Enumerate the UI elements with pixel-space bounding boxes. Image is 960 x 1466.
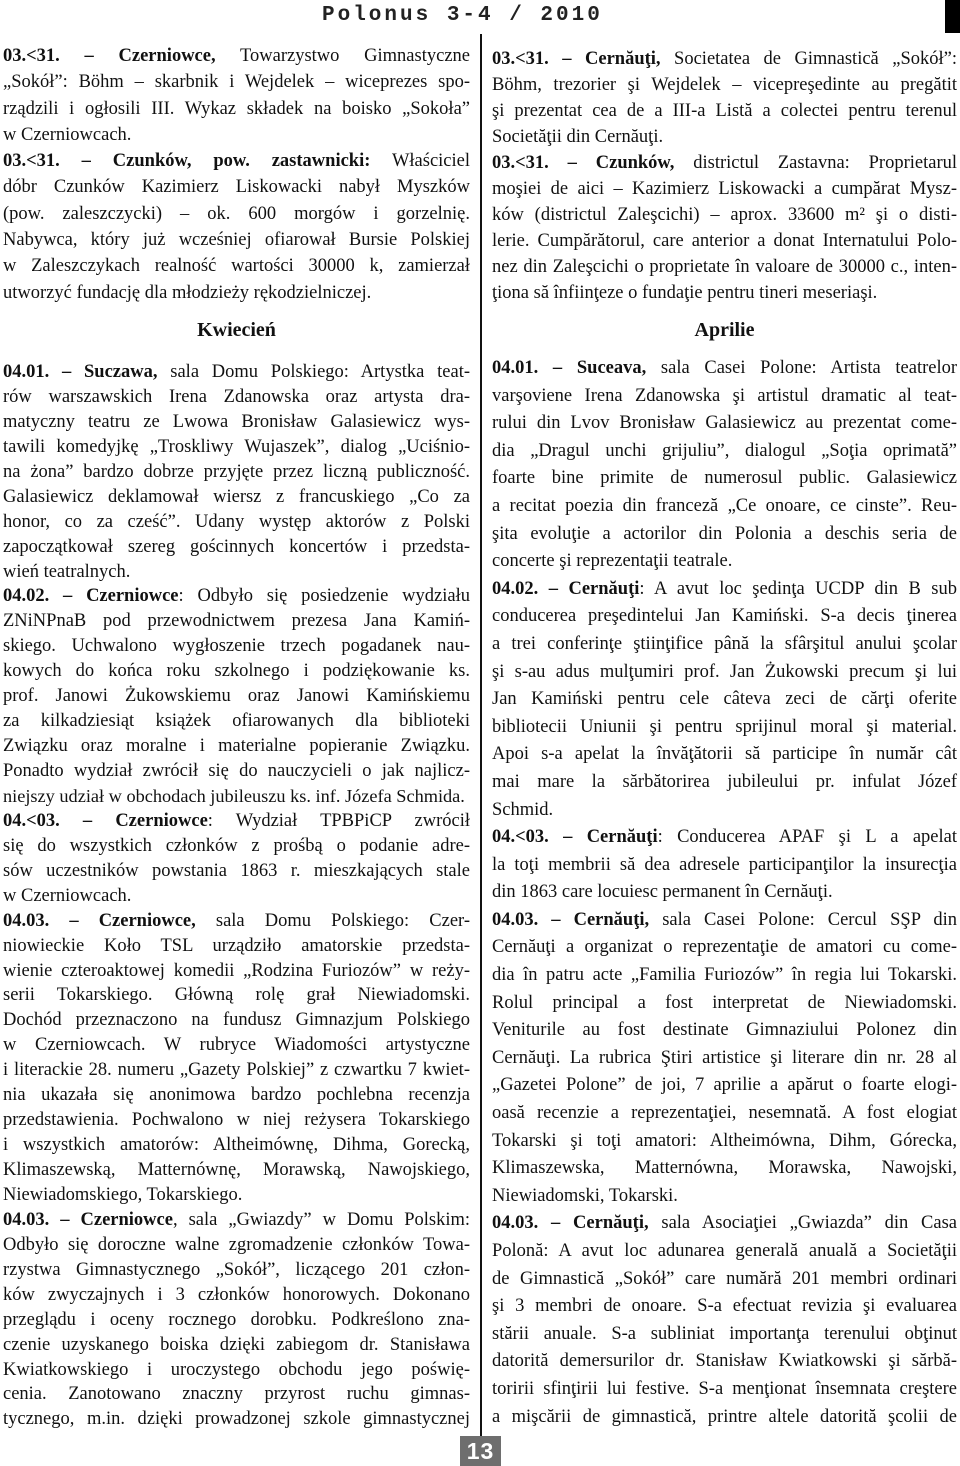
text-line: Kwiatkowskiego i uroczystego obchodu jego poświę- [3, 1359, 470, 1380]
paragraph [3, 584, 470, 808]
text-line: w Czerniowcach. W rubryce Wiadomości artystyczne [3, 1035, 470, 1056]
text-line: la toţi membrii să dea adresele participanţilor la insurecţia [492, 854, 957, 875]
text-line [3, 584, 470, 609]
text-line: serii Tokarskiego. Główną rolę grał Niewiadomski. [3, 985, 470, 1006]
text-line: oasă recenzie a reprezentaţiei, nesemnată. A fost elogiat [492, 1103, 957, 1124]
text-line: şi s-au adus mulţumiri prof. Jan Żukowski precum şi lui [492, 661, 957, 682]
entry-text: : Odbyło się posiedzenie wydziału [178, 586, 470, 607]
text-line: Ponadto wydział zwrócił się do nauczycieli o jak najlicz- [3, 761, 470, 781]
text-line: Nabywca, który już wcześniej ofiarował Bursie Polskiej [3, 230, 470, 251]
paragraph [3, 1208, 470, 1432]
romanian-column-april-entries [492, 355, 957, 1431]
entry-text: Towarzystwo Gimnastyczne [215, 46, 470, 66]
text-line: wień teatralnych. [3, 561, 131, 582]
text-line: Apoi s-a apelat la învăţătorii să participe în număr cât [492, 744, 957, 765]
paragraph [3, 909, 470, 1208]
entry-text: : Wydział TPBPiCP zwrócił [207, 810, 470, 831]
text-line [492, 1210, 957, 1238]
text-line [492, 150, 957, 176]
text-line: nia ukazała się anonimowa bardzo pochlebna recenzja [3, 1085, 470, 1106]
paragraph [492, 824, 957, 907]
text-line [3, 43, 470, 69]
text-line: ków (districtul Zaleşcichi) – aprox. 33600 m² şi o disti- [492, 205, 957, 225]
text-line: ţiona să înfiinţeze o fundaţie pentru tineri meseriaşi. [492, 283, 878, 303]
text-line: conducerea preşedintelui Jan Kamiński. S-a decis ţinerea [492, 606, 957, 627]
text-line: moşiei de aici – Kazimierz Liskowacki a cumpărat Mysz- [492, 179, 957, 199]
text-line: czenie uzyskanego boiska dzięki zabiegom dr. Stanisława [3, 1334, 470, 1355]
entry-text: Societatea de Gimnastică „Sokół”: [660, 49, 957, 69]
text-line: de Gimnastică „Sokół” care numără 201 membri ordinari [492, 1268, 957, 1289]
text-line: na żona” bardzo dobrze przyjęte przez liczną publiczność. [3, 461, 470, 482]
text-line: przeglądu i oceny rocznego dorobku. Podkreślono zna- [3, 1309, 470, 1330]
text-line [492, 355, 957, 383]
entry-date-place: 04.<03. – Czerniowce [3, 810, 208, 831]
text-line: concerte şi reprezentaţii teatrale. [492, 551, 733, 572]
entry-date-place: 04.03. – Cernăuţi, [492, 909, 650, 930]
entry-text: sala Casei Polone: Artista teatrelor [646, 358, 958, 378]
text-line: Rolul principal a fost interpretat de Niewiadomski. [492, 992, 957, 1013]
text-line: honor, co za cześć”. Udany występ aktorów z Polski [3, 511, 470, 532]
text-line: Klimaszewską, Matternównę, Morawską, Nawojskiego, [3, 1160, 470, 1180]
polish-column-march-entries [3, 43, 470, 306]
text-line: matyczny teatru ze Lwowa Bronisław Galasiewicz wys- [3, 411, 470, 432]
text-line [492, 576, 957, 604]
entry-date-place: 04.03. – Czerniowce [3, 1209, 173, 1230]
text-line [492, 46, 957, 72]
text-line: niejszy udział w obchodach jubileuszu ks. inf. Józefa Schmida. [3, 785, 465, 806]
text-line: rządzili i ogłosili III. Wykaz składek na boisko „Sokoła” [3, 98, 470, 119]
entry-date-place: 04.<03. – Cernăuţi [492, 827, 658, 848]
text-line: Klimaszewska, Matternówna, Morawska, Nawojski, [492, 1158, 957, 1179]
text-line: sów uczestników powstania 1863 r. mieszkających stale [3, 860, 470, 881]
text-line: prof. Janowi Żukowskiemu oraz Janowi Kamińskiemu [3, 686, 470, 707]
text-line: zapoczątkował szereg gościnnych koncertów i przedsta- [3, 536, 470, 557]
text-line: i literackie 28. numeru „Gazety Polskiej” z czwartku 7 kwiet- [3, 1060, 470, 1081]
text-line: przedstawienia. Pochwalono w niej reżysera Tokarskiego [3, 1110, 470, 1131]
text-line: rului din Lvov Bronisław Galasiewicz au prezentat come- [492, 413, 957, 434]
text-line: cenia. Zanotowano znaczny przyrost ruchu gimnas- [3, 1384, 470, 1405]
paragraph [3, 809, 470, 909]
text-line: a mişcării de gimnastică, printre altele datorită şcolii de [492, 1406, 957, 1427]
entry-date-place: 04.01. – Suceava, [492, 358, 647, 378]
text-line: za kilkadziesiąt książek ofiarowanych dla biblioteki [3, 711, 470, 732]
text-line: w Czerniowcach. [3, 885, 132, 906]
entry-text: Właściciel [370, 151, 471, 172]
text-line: dia în patru acte „Familia Furiozów” în regia lui Tokarski. [492, 965, 957, 986]
text-line: ZNiNPnaB pod przewodnictwem prezesa Jana Kamiń- [3, 611, 470, 632]
entry-text: sala Casei Polone: Cercul SŞP din [649, 909, 957, 930]
text-line: niowieckie Koło TSL urządziło amatorskie przedsta- [3, 935, 470, 956]
entry-date-place: 03.<31. – Czerniowce, [3, 46, 216, 66]
paragraph [492, 46, 957, 150]
text-line: w Zaleszczykach realność wartości 30000 k, zamierzał [3, 256, 470, 277]
entry-text: : A avut loc şedinţa UCDP din B sub [639, 578, 957, 599]
magazine-header-title: Polonus 3-4 / 2010 [322, 4, 603, 27]
text-line: mai mare la sărbătorirea jubileului pr. infulat Józef [492, 771, 957, 792]
text-line: (pow. zaleszczycki) – ok. 600 morgów i gorzelnię. [3, 203, 470, 224]
entry-text: sala Domu Polskiego: Czer- [195, 910, 470, 931]
paragraph [492, 150, 957, 306]
entry-text: sala Asociaţiei „Gwiazda” din Casa [648, 1213, 957, 1234]
page-number: 13 [460, 1436, 501, 1466]
entry-text: districtul Zastavna: Proprietarul [674, 153, 958, 173]
text-line [3, 360, 470, 385]
text-line [492, 907, 957, 935]
paragraph [492, 576, 957, 824]
entry-text: sala Domu Polskiego: Artystka teat- [157, 362, 470, 382]
text-line [492, 824, 957, 852]
entry-date-place: 03.<31. – Czunków, pow. zastawnicki: [3, 151, 371, 172]
column-divider [480, 34, 482, 1436]
text-line: wienie czteroaktowej komedii „Rodzina Furiozów” w reży- [3, 960, 470, 981]
entry-date-place: 04.03. – Czerniowce, [3, 910, 196, 931]
text-line: bibliotecii Uniunii şi pentru sprijinul moral şi material. [492, 716, 957, 737]
paragraph [492, 355, 957, 576]
text-line [3, 809, 470, 834]
paragraph [492, 907, 957, 1211]
paragraph [3, 360, 470, 584]
text-line: Związku oraz moralne i materialne popieranie Związku. [3, 736, 470, 757]
text-line [3, 909, 470, 934]
corner-tab-mark [945, 0, 960, 33]
romanian-month-heading: Aprilie [694, 319, 755, 341]
entry-text: , sala „Gwiazdy” w Domu Polskim: [172, 1209, 470, 1230]
text-line [3, 1208, 470, 1233]
text-line: din 1863 care locuiesc permanent în Cernăuţi. [492, 882, 833, 903]
text-line: foarte bine primite de numerosul public. Galasiewicz [492, 468, 957, 489]
text-line: toririi sfinţirii lui festive. S-a menţionat însemnata creştere [492, 1378, 957, 1399]
entry-date-place: 04.01. – Suczawa, [3, 362, 158, 382]
text-line: şi 3 membri de onoare. S-a efectuat revizia şi evaluarea [492, 1296, 957, 1317]
text-line: Veniturile au fost destinate Gimnaziului Polonez din [492, 1020, 957, 1041]
text-line: się do wszystkich członków z prośbą o podanie adre- [3, 835, 470, 856]
text-line: Dochód przeznaczono na fundusz Gimnazjum Polskiego [3, 1010, 470, 1031]
paragraph [492, 1210, 957, 1431]
text-line: rów warszawskich Irena Zdanowska oraz artysta dra- [3, 386, 470, 407]
text-line: Cernăuţi a organizat o reprezentaţie de amatori cu come- [492, 937, 957, 958]
text-line: utworzyć fundację dla młodzieży rękodzielniczej. [3, 282, 372, 303]
text-line: Galasiewicz deklamował wiersz z francuskiego „Co za [3, 486, 470, 507]
paragraph [3, 148, 470, 306]
text-line: Cernăuţi. La rubrica Ştiri artistice şi literare din nr. 28 al [492, 1047, 957, 1068]
text-line: rzystwa Gimnastycznego „Sokół”, liczącego 201 człon- [3, 1259, 470, 1280]
polish-column-april-entries [3, 360, 470, 1432]
text-line: Schmid. [492, 799, 554, 820]
text-line: Niewiadomskiego, Tokarskiego. [3, 1184, 243, 1205]
entry-date-place: 03.<31. – Cernăuţi, [492, 49, 661, 69]
text-line: stării anuale. S-a subliniat importanţa terenului obţinut [492, 1323, 957, 1344]
entry-date-place: 03.<31. – Czunków, [492, 153, 675, 173]
text-line: tycznego, m.in. dzięki prowadzonej szkole gimnastycznej [3, 1409, 470, 1430]
text-line: Tokarski şi toţi amatori: Altheimówna, Dihm, Górecka, [492, 1130, 957, 1151]
polish-month-heading: Kwiecień [197, 319, 276, 341]
text-line: Odbyło się doroczne walne zgromadzenie członków Towa- [3, 1234, 470, 1255]
text-line: „Sokół”: Böhm – skarbnik i Wejdelek – wiceprezes spo- [3, 72, 470, 93]
entry-date-place: 04.02. – Czerniowce [3, 586, 179, 607]
text-line: Niewiadomski, Tokarski. [492, 1185, 678, 1206]
text-line: datorită demersurilor dr. Stanisław Kwiatkowski şi sărbă- [492, 1351, 957, 1372]
entry-date-place: 04.02. – Cernăuţi [492, 578, 640, 599]
text-line [3, 148, 470, 174]
text-line: skiego. Uchwalono wygłoszenie trzech pogadanek nau- [3, 636, 470, 657]
romanian-column-march-entries [492, 46, 957, 306]
text-line: tawili komedyjkę „Troskliwy Wujaszek”, dialog „Uciśnio- [3, 436, 470, 457]
entry-text: : Conducerea APAF şi L a apelat [657, 827, 957, 848]
text-line: şi prezentat cea de a III-a Listă a colectei pentru terenul [492, 101, 957, 121]
text-line: varşoviene Irena Zdanowska şi artistul dramatic al teat- [492, 385, 957, 406]
text-line: dia „Dragul unchi grijuliu”, dialogul „Soţia oprimată” [492, 440, 957, 461]
paragraph [3, 43, 470, 148]
text-line: Böhm, trezorier şi Wejdelek – vicepreşedinte au pregătit [492, 75, 957, 95]
text-line: lerie. Cumpărătorul, care anterior a donat Internatului Polo- [492, 231, 957, 251]
entry-date-place: 04.03. – Cernăuţi, [492, 1213, 649, 1234]
text-line: ków zwyczajnych i 3 członków honorowych. Dokonano [3, 1284, 470, 1305]
text-line: „Gazetei Polone” de joi, 7 aprilie a apărut o foarte elogi- [492, 1075, 957, 1096]
text-line: Jan Kamiński pentru cele câteva zeci de cărţi oferite [492, 689, 957, 710]
text-line: Societăţii din Cernăuţi. [492, 127, 664, 147]
text-line: a recitat poezia din franceză „Ce onoare, ce cinste”. Reu- [492, 495, 957, 516]
text-line: i wszystkich amatorów: Altheimównę, Dihma, Gorecką, [3, 1135, 470, 1156]
text-line: Polonă: A avut loc adunarea generală anuală a Societăţii [492, 1241, 957, 1261]
text-line: dóbr Czunków Kazimierz Liskowacki nabył Myszków [3, 177, 470, 198]
text-line: şita evoluţie a actorilor din Polonia a deschis seria de [492, 523, 957, 544]
text-line: w Czerniowcach. [3, 124, 132, 145]
text-line: kowych do końca roku szkolnego i podziękowanie ks. [3, 661, 470, 682]
text-line: nez din Zaleşcichi o proprietate în valoare de 30000 c., inten- [492, 257, 957, 277]
text-line: a trei conferinţe ştiinţifice până la sfârşitul anului şcolar [492, 633, 957, 654]
